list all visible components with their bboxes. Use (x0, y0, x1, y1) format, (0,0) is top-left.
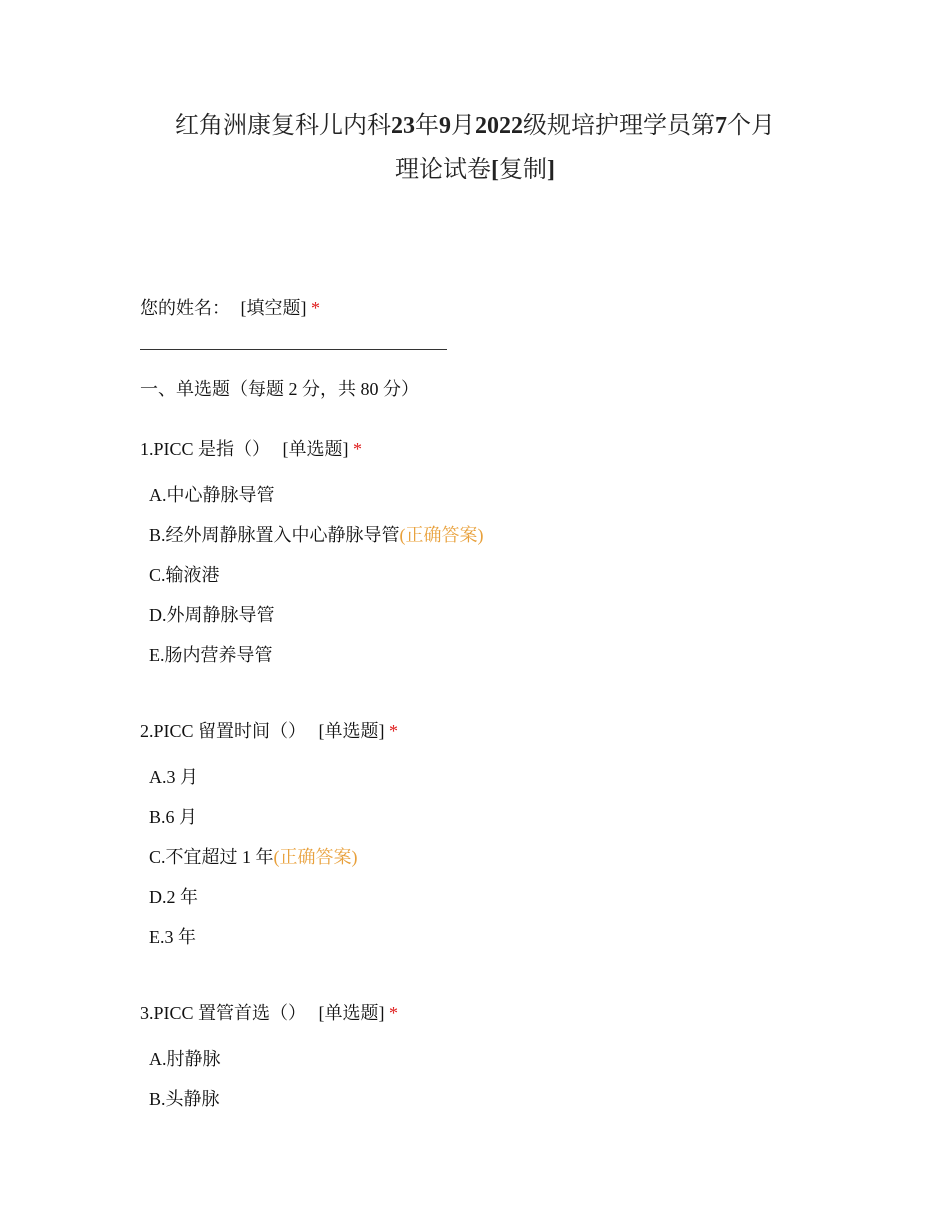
page-title (120, 104, 830, 192)
q2-option-b[interactable]: B.6 月 (149, 807, 198, 827)
q1-option-d[interactable]: D.外周静脉导管 (149, 605, 275, 625)
question-text: 2.PICC 留置时间（） (140, 721, 307, 741)
required-mark: * (311, 298, 320, 318)
question-text: 1.PICC 是指（） (140, 439, 271, 459)
q1-option-b[interactable]: B.经外周静脉置入中心静脉导管(正确答案) (149, 525, 484, 545)
question-2 (140, 717, 398, 743)
section-heading: 一、单选题（每题 2 分，共 80 分） (140, 379, 419, 399)
title-line-2: 理论试卷[复制] (395, 157, 555, 183)
question-type-tag: [填空题] (240, 298, 307, 318)
name-question (140, 294, 320, 320)
required-mark: * (389, 1003, 399, 1023)
question-1 (140, 435, 362, 461)
q1-option-a[interactable]: A.中心静脉导管 (149, 485, 275, 505)
q3-option-a[interactable]: A.肘静脉 (149, 1049, 221, 1069)
question-3 (140, 999, 398, 1025)
question-type-tag: [单选题] (318, 1003, 385, 1023)
question-text: 3.PICC 置管首选（） (140, 1003, 307, 1023)
q1-option-c[interactable]: C.输液港 (149, 565, 220, 585)
correct-answer-tag: (正确答案) (273, 847, 358, 867)
q2-option-a[interactable]: A.3 月 (149, 767, 198, 787)
q1-option-e[interactable]: E.肠内营养导管 (149, 645, 273, 665)
required-mark: * (389, 721, 399, 741)
q2-option-c[interactable]: C.不宜超过 1 年(正确答案) (149, 847, 358, 867)
question-type-tag: [单选题] (282, 439, 349, 459)
title-line-1: 红角洲康复科儿内科23年9月2022级规培护理学员第7个月 (175, 113, 775, 139)
name-label: 您的姓名： (140, 298, 230, 318)
name-fill-blank[interactable] (140, 349, 447, 350)
required-mark: * (353, 439, 363, 459)
q2-option-d[interactable]: D.2 年 (149, 887, 198, 907)
correct-answer-tag: (正确答案) (399, 525, 484, 545)
question-type-tag: [单选题] (318, 721, 385, 741)
q3-option-b[interactable]: B.头静脉 (149, 1089, 220, 1109)
q2-option-e[interactable]: E.3 年 (149, 927, 196, 947)
